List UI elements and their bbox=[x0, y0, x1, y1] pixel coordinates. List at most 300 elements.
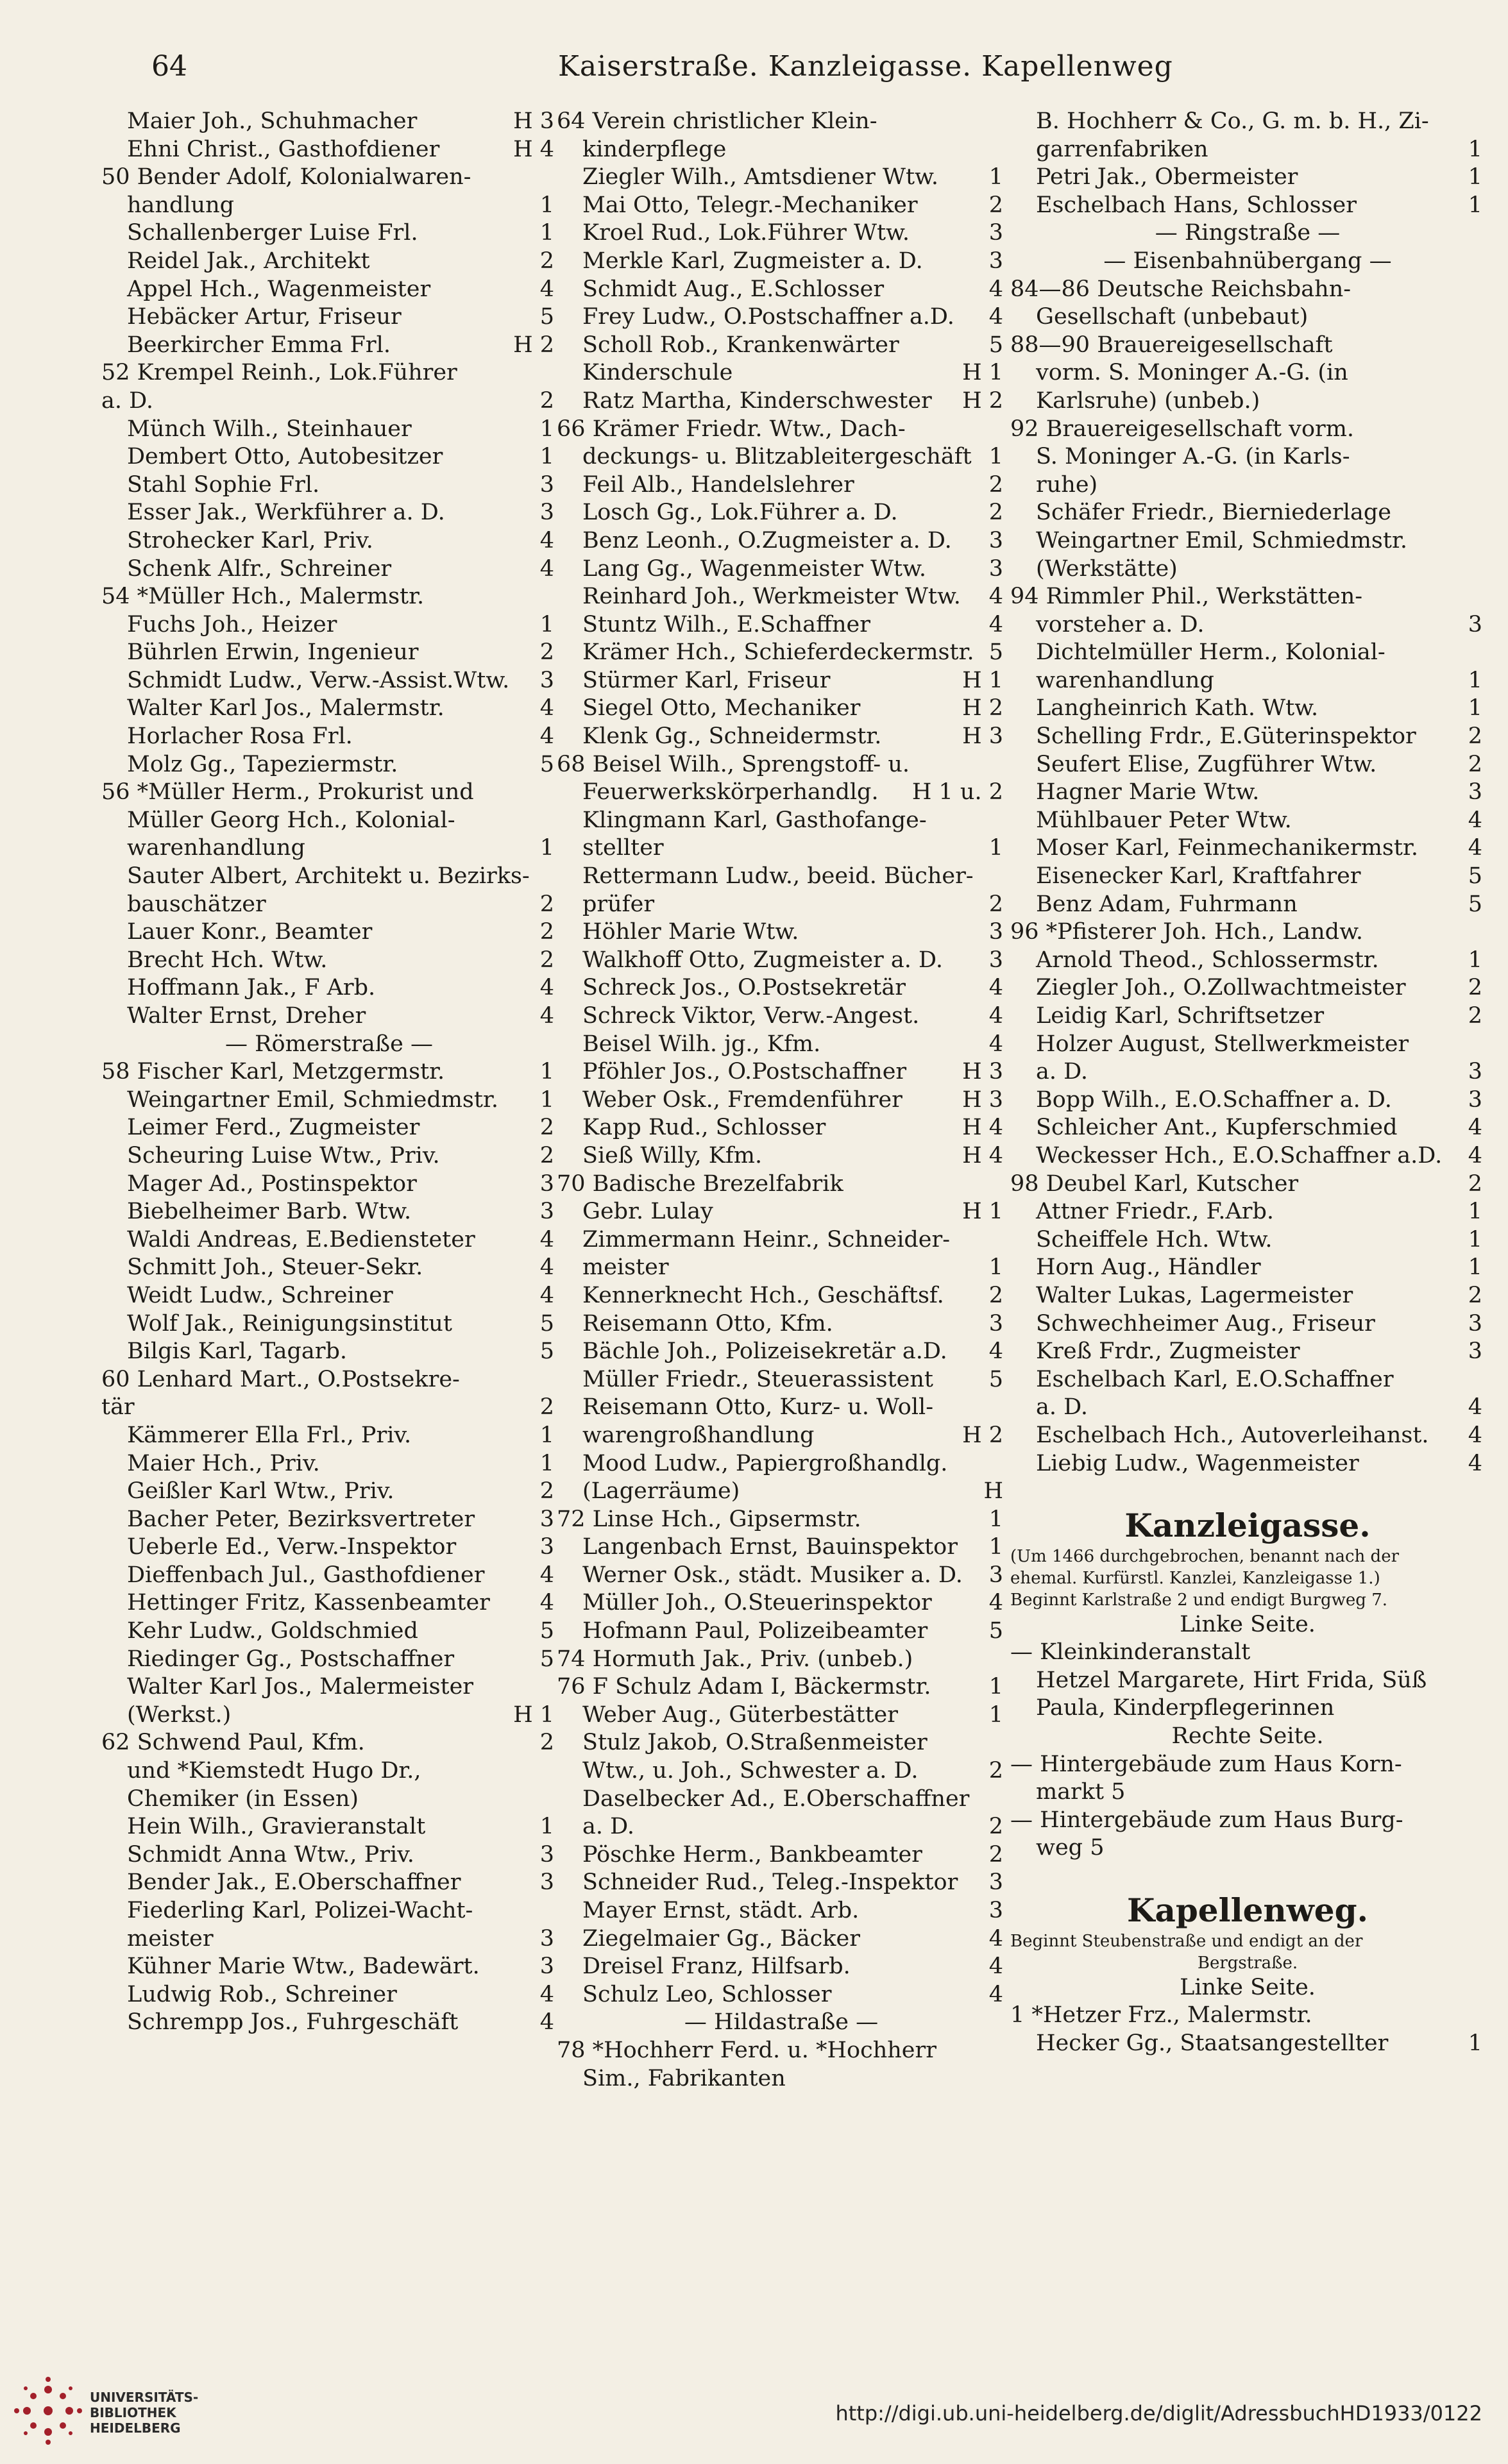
source-url-link[interactable]: http://digi.ub.uni-heidelberg.de/diglit/AdressbuchHD1933/0122 bbox=[835, 2401, 1482, 2426]
directory-entry bbox=[101, 1142, 557, 1170]
entry-text: Hofmann Paul, Polizeibeamter bbox=[582, 1618, 928, 1644]
directory-entry bbox=[1010, 387, 1485, 416]
entry-text: Eisenecker Karl, Kraftfahrer bbox=[1036, 863, 1361, 890]
street-separator bbox=[557, 2009, 1006, 2037]
directory-entry bbox=[1010, 471, 1485, 500]
library-name bbox=[90, 2390, 198, 2436]
floor-number: 2 bbox=[539, 1478, 554, 1505]
floor-number: 4 bbox=[1468, 1394, 1482, 1421]
floor-number: 1 bbox=[539, 416, 554, 442]
entry-text: weg 5 bbox=[1036, 1835, 1105, 1861]
section-note bbox=[1010, 1589, 1485, 1611]
entry-text: Schallenberger Luise Frl. bbox=[127, 220, 418, 246]
entry-text: Hein Wilh., Gravieranstalt bbox=[127, 1814, 426, 1840]
floor-number: 4 bbox=[1468, 807, 1482, 833]
floor-number: H 3 bbox=[962, 723, 1003, 750]
entry-text: Schulz Leo, Schlosser bbox=[582, 1981, 832, 2007]
directory-entry bbox=[557, 416, 1006, 444]
floor-number: 5 bbox=[1468, 863, 1482, 890]
entry-text: Merkle Karl, Zugmeister a. D. bbox=[582, 248, 923, 274]
entry-text: Rechte Seite. bbox=[1171, 1723, 1324, 1750]
directory-entry bbox=[1010, 1394, 1485, 1422]
entry-text: Feuerwerkskörperhandlg. bbox=[582, 779, 879, 806]
directory-entry bbox=[101, 1086, 557, 1115]
entry-text: 78 *Hochherr Ferd. u. *Hochherr bbox=[557, 2037, 936, 2063]
floor-number: 2 bbox=[539, 947, 554, 973]
directory-entry bbox=[1010, 416, 1485, 444]
floor-number: 1 bbox=[539, 444, 554, 470]
directory-entry bbox=[1010, 1751, 1485, 1779]
floor-number: 3 bbox=[988, 248, 1003, 274]
directory-entry bbox=[557, 1533, 1006, 1562]
entry-text: Hebäcker Artur, Friseur bbox=[127, 304, 402, 330]
directory-entry bbox=[101, 1282, 557, 1310]
directory-entry bbox=[101, 2009, 557, 2037]
entry-text: Hoffmann Jak., F Arb. bbox=[127, 975, 376, 1001]
directory-entry bbox=[1010, 1198, 1485, 1226]
street-separator bbox=[101, 1031, 557, 1059]
floor-number: 3 bbox=[988, 1869, 1003, 1896]
entry-text: Gesellschaft (unbebaut) bbox=[1036, 304, 1309, 330]
floor-number: 2 bbox=[539, 1394, 554, 1421]
floor-number: 2 bbox=[539, 1142, 554, 1169]
entry-text: Petri Jak., Obermeister bbox=[1036, 164, 1298, 190]
directory-entry bbox=[557, 1031, 1006, 1059]
entry-text: Strohecker Karl, Priv. bbox=[127, 527, 373, 553]
section-note bbox=[1010, 1930, 1485, 1952]
entry-text: 84—86 Deutsche Reichsbahn- bbox=[1010, 276, 1351, 302]
directory-entry bbox=[557, 1841, 1006, 1869]
entry-text: warenhandlung bbox=[1036, 667, 1214, 693]
directory-entry bbox=[101, 1729, 557, 1757]
floor-number: 1 bbox=[988, 1506, 1003, 1532]
entry-text: Chemiker (in Essen) bbox=[127, 1785, 359, 1812]
entry-text: a. D. bbox=[1036, 1394, 1089, 1421]
directory-entry bbox=[1010, 164, 1485, 192]
floor-number: 3 bbox=[539, 1534, 554, 1560]
directory-entry bbox=[557, 1282, 1006, 1310]
entry-text: 72 Linse Hch., Gipsermstr. bbox=[557, 1506, 861, 1532]
directory-entry bbox=[101, 1450, 557, 1478]
directory-entry bbox=[557, 1953, 1006, 1981]
floor-number: H 3 bbox=[962, 1086, 1003, 1113]
entry-text: markt 5 bbox=[1036, 1779, 1126, 1805]
directory-entry bbox=[1010, 1310, 1485, 1338]
entry-text: 54 *Müller Hch., Malermstr. bbox=[101, 584, 425, 610]
street-separator bbox=[1010, 1478, 1485, 1506]
floor-number: 4 bbox=[988, 1953, 1003, 1980]
floor-number: 4 bbox=[988, 611, 1003, 637]
entry-text: Schelling Frdr., E.Güterinspektor bbox=[1036, 723, 1416, 750]
entry-text: 74 Hormuth Jak., Priv. (unbeb.) bbox=[557, 1646, 913, 1672]
directory-entry bbox=[1010, 2002, 1485, 2030]
entry-text: Müller Friedr., Steuerassistent bbox=[582, 1366, 933, 1392]
entry-text: Dieffenbach Jul., Gasthofdiener bbox=[127, 1562, 485, 1588]
entry-text: Bopp Wilh., E.O.Schaffner a. D. bbox=[1036, 1086, 1392, 1113]
floor-number: 5 bbox=[539, 1310, 554, 1337]
floor-number: 4 bbox=[539, 975, 554, 1001]
floor-number: H 4 bbox=[962, 1142, 1003, 1169]
directory-entry bbox=[101, 611, 557, 639]
entry-text: 94 Rimmler Phil., Werkstätten- bbox=[1010, 584, 1363, 610]
entry-text: Ludwig Rob., Schreiner bbox=[127, 1981, 397, 2007]
floor-number: 4 bbox=[988, 1590, 1003, 1616]
floor-number: 1 bbox=[1468, 192, 1482, 218]
floor-number: 2 bbox=[539, 639, 554, 666]
directory-entry bbox=[557, 1058, 1006, 1086]
column-left bbox=[101, 108, 557, 2037]
entry-text: Mood Ludw., Papiergroßhandlg. bbox=[582, 1450, 948, 1476]
directory-entry bbox=[557, 1813, 1006, 1841]
floor-number: 2 bbox=[988, 1814, 1003, 1840]
entry-text: Hetzel Margarete, Hirt Frida, Süß bbox=[1036, 1667, 1427, 1693]
directory-entry bbox=[557, 499, 1006, 527]
floor-number: 3 bbox=[1468, 611, 1482, 637]
directory-entry bbox=[1010, 723, 1485, 751]
street-separator bbox=[1010, 219, 1485, 248]
directory-entry bbox=[101, 1394, 557, 1422]
entry-text: Pöschke Herm., Bankbeamter bbox=[582, 1841, 922, 1868]
directory-entry bbox=[101, 555, 557, 584]
floor-number: 1 bbox=[1468, 136, 1482, 162]
floor-number: 1 bbox=[1468, 947, 1482, 973]
directory-entry bbox=[1010, 1338, 1485, 1366]
entry-text: Mühlbauer Peter Wtw. bbox=[1036, 807, 1292, 833]
entry-text: Ehni Christ., Gasthofdiener bbox=[127, 136, 440, 162]
entry-text: — Römerstraße — bbox=[225, 1031, 434, 1057]
directory-entry bbox=[101, 1338, 557, 1366]
directory-entry bbox=[101, 834, 557, 863]
entry-text: Eschelbach Hans, Schlosser bbox=[1036, 192, 1357, 218]
directory-entry bbox=[101, 1701, 557, 1730]
floor-number: 5 bbox=[988, 639, 1003, 666]
floor-number: 1 bbox=[988, 164, 1003, 190]
entry-text: Sauter Albert, Architekt u. Bezirks- bbox=[127, 863, 530, 890]
entry-text: 66 Krämer Friedr. Wtw., Dach- bbox=[557, 416, 906, 442]
directory-entry bbox=[101, 807, 557, 835]
entry-text: Ueberle Ed., Verw.-Inspektor bbox=[127, 1534, 457, 1560]
entry-text: Maier Hch., Priv. bbox=[127, 1450, 320, 1476]
floor-number: 3 bbox=[539, 667, 554, 693]
floor-number: 1 bbox=[1468, 164, 1482, 190]
directory-entry bbox=[101, 1114, 557, 1142]
directory-entry bbox=[557, 164, 1006, 192]
entry-text: Ziegelmaier Gg., Bäcker bbox=[582, 1925, 860, 1952]
directory-entry bbox=[101, 1897, 557, 1925]
entry-text: 50 Bender Adolf, Kolonialwaren- bbox=[101, 164, 471, 190]
entry-text: 92 Brauereigesellschaft vorm. bbox=[1010, 416, 1355, 442]
entry-text: Stürmer Karl, Friseur bbox=[582, 667, 831, 693]
entry-text: Ratz Martha, Kinderschwester bbox=[582, 387, 932, 414]
floor-number: 2 bbox=[539, 891, 554, 917]
floor-number: 1 bbox=[539, 611, 554, 637]
entry-text: Beginnt Karlstraße 2 und endigt Burgweg 7. bbox=[1010, 1590, 1387, 1610]
directory-entry bbox=[557, 1310, 1006, 1338]
entry-text: Schwechheimer Aug., Friseur bbox=[1036, 1310, 1375, 1337]
directory-entry bbox=[101, 136, 557, 164]
directory-entry bbox=[557, 1562, 1006, 1590]
entry-text: — Kleinkinderanstalt bbox=[1010, 1639, 1251, 1666]
directory-entry bbox=[101, 359, 557, 387]
entry-text: Weckesser Hch., E.O.Schaffner a.D. bbox=[1036, 1142, 1443, 1169]
entry-text: Feil Alb., Handelslehrer bbox=[582, 471, 854, 498]
floor-number: 2 bbox=[988, 192, 1003, 218]
entry-text: Langheinrich Kath. Wtw. bbox=[1036, 695, 1319, 721]
entry-text: und *Kiemstedt Hugo Dr., bbox=[127, 1758, 421, 1784]
entry-text: Dreisel Franz, Hilfsarb. bbox=[582, 1953, 851, 1980]
directory-entry bbox=[557, 359, 1006, 387]
directory-entry bbox=[557, 276, 1006, 304]
entry-text: vorsteher a. D. bbox=[1036, 611, 1205, 637]
entry-text: Eschelbach Karl, E.O.Schaffner bbox=[1036, 1366, 1394, 1392]
directory-entry bbox=[557, 695, 1006, 723]
directory-entry bbox=[557, 2065, 1006, 2093]
floor-number: 4 bbox=[988, 584, 1003, 610]
directory-entry bbox=[101, 1813, 557, 1841]
entry-text: Bächle Joh., Polizeisekretär a.D. bbox=[582, 1338, 947, 1365]
entry-text: vorm. S. Moninger A.-G. (in bbox=[1036, 360, 1348, 386]
floor-number: 2 bbox=[988, 1282, 1003, 1308]
entry-text: Weingartner Emil, Schmiedmstr. bbox=[127, 1086, 498, 1113]
entry-text: (Werkst.) bbox=[127, 1701, 232, 1728]
floor-number: 3 bbox=[539, 1925, 554, 1952]
floor-number: 2 bbox=[988, 500, 1003, 526]
directory-entry bbox=[101, 443, 557, 471]
entry-text: 56 *Müller Herm., Prokurist und bbox=[101, 779, 474, 806]
entry-text: Dichtelmüller Herm., Kolonial- bbox=[1036, 639, 1385, 666]
directory-entry bbox=[1010, 1170, 1485, 1199]
floor-number: H 2 bbox=[962, 1422, 1003, 1448]
entry-text: Brecht Hch. Wtw. bbox=[127, 947, 328, 973]
directory-entry bbox=[1010, 1366, 1485, 1394]
entry-text: Kapp Rud., Schlosser bbox=[582, 1115, 826, 1141]
page-number: 64 bbox=[151, 50, 187, 83]
floor-number: H 4 bbox=[962, 1115, 1003, 1141]
entry-text: ehemal. Kurfürstl. Kanzlei, Kanzleigasse 1.) bbox=[1010, 1568, 1380, 1588]
directory-entry bbox=[557, 863, 1006, 891]
entry-text: Hettinger Fritz, Kassenbeamter bbox=[127, 1590, 490, 1616]
entry-text: (Werkstätte) bbox=[1036, 555, 1178, 582]
directory-entry bbox=[557, 2037, 1006, 2065]
floor-number: 2 bbox=[1468, 1170, 1482, 1197]
directory-entry bbox=[1010, 695, 1485, 723]
entry-text: Dembert Otto, Autobesitzer bbox=[127, 444, 443, 470]
directory-entry bbox=[1010, 499, 1485, 527]
page-header bbox=[0, 50, 1508, 89]
entry-text: Linke Seite. bbox=[1180, 1974, 1316, 2000]
floor-number: 2 bbox=[988, 471, 1003, 498]
directory-entry bbox=[101, 471, 557, 500]
entry-text: Weingartner Emil, Schmiedmstr. bbox=[1036, 527, 1407, 553]
entry-text: — Hintergebäude zum Haus Korn- bbox=[1010, 1751, 1402, 1777]
directory-entry bbox=[101, 1757, 557, 1785]
directory-entry bbox=[1010, 1639, 1485, 1667]
floor-number: 5 bbox=[988, 1618, 1003, 1644]
entry-text: Kehr Ludw., Goldschmied bbox=[127, 1618, 418, 1644]
entry-text: (Lagerräume) bbox=[582, 1478, 740, 1505]
entry-text: Scholl Rob., Krankenwärter bbox=[582, 332, 899, 358]
entry-text: 52 Krempel Reinh., Lok.Führer bbox=[101, 360, 457, 386]
directory-entry bbox=[557, 639, 1006, 667]
directory-entry bbox=[557, 555, 1006, 584]
directory-entry bbox=[557, 1897, 1006, 1925]
entry-text: Schenk Alfr., Schreiner bbox=[127, 555, 392, 582]
floor-number: 3 bbox=[1468, 1310, 1482, 1337]
entry-text: 58 Fischer Karl, Metzgermstr. bbox=[101, 1059, 445, 1085]
directory-entry bbox=[101, 1617, 557, 1646]
floor-number: 3 bbox=[988, 919, 1003, 945]
floor-number: 4 bbox=[1468, 1422, 1482, 1448]
entry-text: ruhe) bbox=[1036, 471, 1098, 498]
floor-number: 4 bbox=[539, 1562, 554, 1588]
entry-text: Appel Hch., Wagenmeister bbox=[127, 276, 431, 302]
section-note bbox=[1010, 1952, 1485, 1974]
directory-entry bbox=[101, 1198, 557, 1226]
directory-entry bbox=[557, 1589, 1006, 1617]
floor-number: 4 bbox=[539, 723, 554, 750]
directory-entry bbox=[1010, 807, 1485, 835]
entry-text: Horn Aug., Händler bbox=[1036, 1254, 1261, 1281]
floor-number: 1 bbox=[539, 1059, 554, 1085]
directory-entry bbox=[1010, 276, 1485, 304]
floor-number: 4 bbox=[988, 1031, 1003, 1057]
directory-entry bbox=[1010, 443, 1485, 471]
directory-entry bbox=[1010, 1142, 1485, 1170]
entry-text: Liebig Ludw., Wagenmeister bbox=[1036, 1450, 1359, 1476]
directory-entry bbox=[557, 1478, 1006, 1506]
directory-entry bbox=[101, 891, 557, 919]
directory-entry bbox=[557, 1617, 1006, 1646]
entry-text: Schrempp Jos., Fuhrgeschäft bbox=[127, 2009, 459, 2036]
entry-text: meister bbox=[582, 1254, 669, 1281]
directory-entry bbox=[101, 1058, 557, 1086]
entry-text: Höhler Marie Wtw. bbox=[582, 919, 799, 945]
directory-entry bbox=[1010, 2030, 1485, 2058]
floor-number: 4 bbox=[539, 527, 554, 553]
directory-entry bbox=[557, 303, 1006, 332]
directory-entry bbox=[101, 918, 557, 947]
directory-entry bbox=[1010, 1667, 1485, 1695]
entry-text: Weber Aug., Güterbestätter bbox=[582, 1701, 898, 1728]
entry-text: deckungs- u. Blitzableitergeschäft bbox=[582, 444, 972, 470]
directory-entry bbox=[557, 1506, 1006, 1534]
floor-number: 4 bbox=[539, 1282, 554, 1308]
entry-text: Bilgis Karl, Tagarb. bbox=[127, 1338, 348, 1365]
floor-number: 4 bbox=[988, 975, 1003, 1001]
directory-entry bbox=[101, 1562, 557, 1590]
entry-text: Leidig Karl, Schriftsetzer bbox=[1036, 1003, 1325, 1029]
entry-text: kinderpflege bbox=[582, 136, 727, 162]
floor-number: 1 bbox=[539, 220, 554, 246]
directory-entry bbox=[557, 974, 1006, 1002]
directory-entry bbox=[557, 667, 1006, 695]
floor-number: 2 bbox=[1468, 723, 1482, 750]
entry-text: Zimmermann Heinr., Schneider- bbox=[582, 1226, 951, 1253]
directory-entry bbox=[557, 387, 1006, 416]
directory-entry bbox=[1010, 779, 1485, 807]
street-separator bbox=[1010, 1611, 1485, 1639]
directory-entry bbox=[557, 1366, 1006, 1394]
directory-entry bbox=[101, 583, 557, 611]
directory-entry bbox=[1010, 1254, 1485, 1282]
floor-number: 4 bbox=[988, 1925, 1003, 1952]
floor-number: H 1 bbox=[962, 1199, 1003, 1225]
floor-number: 3 bbox=[1468, 1059, 1482, 1085]
entry-text: 96 *Pfisterer Joh. Hch., Landw. bbox=[1010, 919, 1364, 945]
entry-text: Leimer Ferd., Zugmeister bbox=[127, 1115, 420, 1141]
directory-entry bbox=[101, 1673, 557, 1701]
directory-entry bbox=[101, 1226, 557, 1254]
floor-number: 5 bbox=[539, 1338, 554, 1365]
entry-text: 70 Badische Brezelfabrik bbox=[557, 1170, 843, 1197]
entry-text: Arnold Theod., Schlossermstr. bbox=[1036, 947, 1379, 973]
floor-number: 4 bbox=[539, 1590, 554, 1616]
floor-number: 2 bbox=[988, 891, 1003, 917]
directory-entry bbox=[101, 723, 557, 751]
entry-text: meister bbox=[127, 1925, 214, 1952]
entry-text: Reisemann Otto, Kfm. bbox=[582, 1310, 833, 1337]
entry-text: Krämer Hch., Schieferdeckermstr. bbox=[582, 639, 974, 666]
floor-number: 1 bbox=[988, 1701, 1003, 1728]
entry-text: — Hildastraße — bbox=[684, 2009, 879, 2036]
directory-entry bbox=[101, 108, 557, 136]
directory-entry bbox=[101, 1869, 557, 1897]
directory-entry bbox=[557, 219, 1006, 248]
directory-entry bbox=[557, 611, 1006, 639]
entry-text: Schreck Viktor, Verw.-Angest. bbox=[582, 1003, 920, 1029]
directory-entry bbox=[557, 332, 1006, 360]
directory-entry bbox=[101, 1002, 557, 1031]
entry-text: Walter Lukas, Lagermeister bbox=[1036, 1282, 1353, 1308]
entry-text: a. D. bbox=[582, 1814, 635, 1840]
floor-number: 5 bbox=[1468, 891, 1482, 917]
directory-entry bbox=[101, 1170, 557, 1199]
entry-text: 68 Beisel Wilh., Sprengstoff- u. bbox=[557, 751, 910, 777]
directory-entry bbox=[101, 1254, 557, 1282]
floor-number: 1 bbox=[539, 835, 554, 861]
entry-text: Moser Karl, Feinmechanikermstr. bbox=[1036, 835, 1418, 861]
directory-entry bbox=[101, 1953, 557, 1981]
entry-text: Kroel Rud., Lok.Führer Wtw. bbox=[582, 220, 910, 246]
entry-text: Stulz Jakob, O.Straßenmeister bbox=[582, 1730, 928, 1756]
directory-entry bbox=[101, 779, 557, 807]
entry-text: Schmidt Anna Wtw., Priv. bbox=[127, 1841, 414, 1868]
directory-entry bbox=[1010, 1778, 1485, 1807]
directory-entry bbox=[557, 947, 1006, 975]
directory-entry bbox=[1010, 1282, 1485, 1310]
directory-entry bbox=[1010, 639, 1485, 667]
directory-entry bbox=[557, 1338, 1006, 1366]
entry-text: Weber Osk., Fremdenführer bbox=[582, 1086, 902, 1113]
entry-text: Rettermann Ludw., beeid. Bücher- bbox=[582, 863, 974, 890]
floor-number: 5 bbox=[539, 751, 554, 777]
floor-number: H 1 bbox=[962, 667, 1003, 693]
floor-number: 2 bbox=[539, 387, 554, 414]
page-title: Kaiserstraße. Kanzleigasse. Kapellenweg bbox=[558, 50, 1173, 83]
directory-entry bbox=[557, 1198, 1006, 1226]
directory-entry bbox=[1010, 974, 1485, 1002]
entry-text: 64 Verein christlicher Klein- bbox=[557, 108, 877, 134]
directory-entry bbox=[1010, 359, 1485, 387]
entry-text: Fuchs Joh., Heizer bbox=[127, 611, 337, 637]
directory-entry bbox=[557, 1673, 1006, 1701]
floor-number: 2 bbox=[1468, 1282, 1482, 1308]
floor-number: 4 bbox=[539, 276, 554, 302]
directory-entry bbox=[1010, 947, 1485, 975]
entry-text: Scheuring Luise Wtw., Priv. bbox=[127, 1142, 440, 1169]
directory-entry bbox=[557, 807, 1006, 835]
directory-entry bbox=[101, 695, 557, 723]
